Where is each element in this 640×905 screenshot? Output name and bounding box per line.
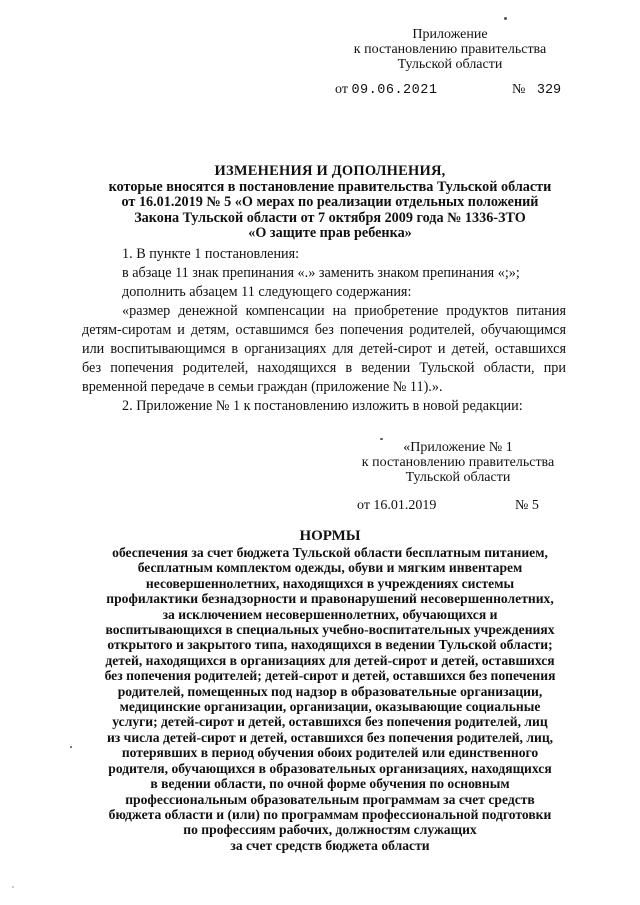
header-line-1: Приложение	[412, 27, 488, 42]
number-label: №	[512, 82, 526, 97]
approval-header	[330, 27, 570, 72]
norms-subtitle-line: воспитывающихся в специальных учебно-воспитательных учреждениях	[105, 622, 555, 638]
document-body	[82, 245, 566, 416]
appendix-number: № 5	[515, 498, 539, 513]
norms-subtitle-line: услуги; детей-сирот и детей, оставшихся без попечения родителей, лиц	[112, 714, 548, 730]
norms-subtitle-line: профессиональным образовательным программам за счет средств	[125, 791, 535, 807]
title-line-3: Закона Тульской области от 7 октября 2009 года № 1336-ЗТО	[134, 209, 526, 226]
decree-number: 329	[536, 83, 562, 98]
norms-subtitle-line: профилактики безнадзорности и правонарушений несовершеннолетних,	[106, 591, 554, 607]
paragraph-1: 1. В пункте 1 постановления:	[122, 246, 300, 262]
norms-subtitle-line: несовершеннолетних, находящихся в учреждениях системы	[145, 575, 515, 591]
norms-subtitle-line: за исключением несовершеннолетних, обучающихся и	[162, 606, 498, 622]
norms-subtitle	[60, 545, 600, 853]
norms-subtitle-line: потерявших в период обучения обоих родителей или единственного	[121, 745, 539, 761]
norms-subtitle-line: обеспечения за счет бюджета Тульской области бесплатным питанием,	[112, 545, 548, 560]
norms-subtitle-line: по профессиям рабочих, должностям служащих	[183, 822, 477, 838]
decree-number-line	[512, 82, 561, 98]
norms-title: НОРМЫ	[299, 528, 361, 544]
appendix-date: от 16.01.2019	[357, 498, 437, 513]
header-line-3: Тульской области	[397, 57, 503, 72]
from-label: от	[335, 82, 348, 97]
header-line-2: к постановлению правительства	[353, 42, 547, 57]
scan-speck	[504, 17, 507, 20]
title-line-2: от 16.01.2019 № 5 «О мерах по реализации отдельных положений	[121, 194, 539, 210]
title-main: ИЗМЕНЕНИЯ И ДОПОЛНЕНИЯ,	[214, 163, 446, 179]
scan-speck	[380, 438, 383, 440]
norms-subtitle-line: за счет средств бюджета области	[230, 837, 430, 853]
norms-subtitle-line: детей, находящихся в организациях для детей-сирот и детей, оставшихся	[105, 652, 555, 668]
paragraph-5: 2. Приложение № 1 к постановлению изложить в новой редакции:	[122, 398, 523, 414]
decree-date: 09.06.2021	[351, 83, 438, 98]
document-title	[80, 164, 580, 242]
norms-subtitle-line: из числа детей-сирот и детей, оставшихся без попечения родителей, лиц,	[106, 729, 554, 745]
appendix-line-2: к постановлению правительства	[361, 455, 555, 470]
decree-date-line	[335, 82, 437, 98]
norms-subtitle-line: без попечения родителей; детей-сирот и детей, оставшихся без попечения	[104, 668, 556, 684]
paragraph-4: «размер денежной компенсации на приобретение продуктов питания детям-сиротам и детям, оставшимся без попечения родителей, обучающимся или воспитывающимся в организациях для детей-сирот и детей, оставшихся без попечения родителей, находящихся в ведении Тульской области, при временной передаче в семьи граждан (приложение № 11).».	[82, 303, 566, 395]
title-line-1: которые вносятся в постановление правительства Тульской области	[108, 178, 552, 195]
norms-subtitle-line: медицинские организации, организации, оказывающие социальные	[119, 699, 541, 715]
norms-subtitle-line: родителя, обучающихся в образовательных организациях, находящихся	[108, 760, 552, 776]
norms-subtitle-line: бюджета области и (или) по программам профессиональной подготовки	[108, 806, 552, 822]
norms-subtitle-line: родителей, помещенных под надзор в образовательные организации,	[117, 683, 543, 699]
norms-subtitle-line: открытого и закрытого типа, находящихся в ведении Тульской области;	[107, 637, 553, 653]
scan-speck	[70, 746, 72, 748]
appendix-header	[350, 440, 566, 485]
paragraph-2: в абзаце 11 знак препинания «.» заменить знаком препинания «;»;	[122, 265, 520, 281]
paragraph-3: дополнить абзацем 11 следующего содержания:	[122, 284, 412, 300]
appendix-line-1: «Приложение № 1	[403, 440, 513, 455]
title-line-4: «О защите прав ребенка»	[248, 225, 412, 241]
norms-subtitle-line: бесплатным комплектом одежды, обуви и мягким инвентарем	[137, 560, 523, 576]
norms-subtitle-line: в ведении области, по очной форме обучения по основным	[150, 776, 510, 792]
scan-speck	[12, 886, 14, 888]
appendix-line-3: Тульской области	[405, 470, 511, 485]
